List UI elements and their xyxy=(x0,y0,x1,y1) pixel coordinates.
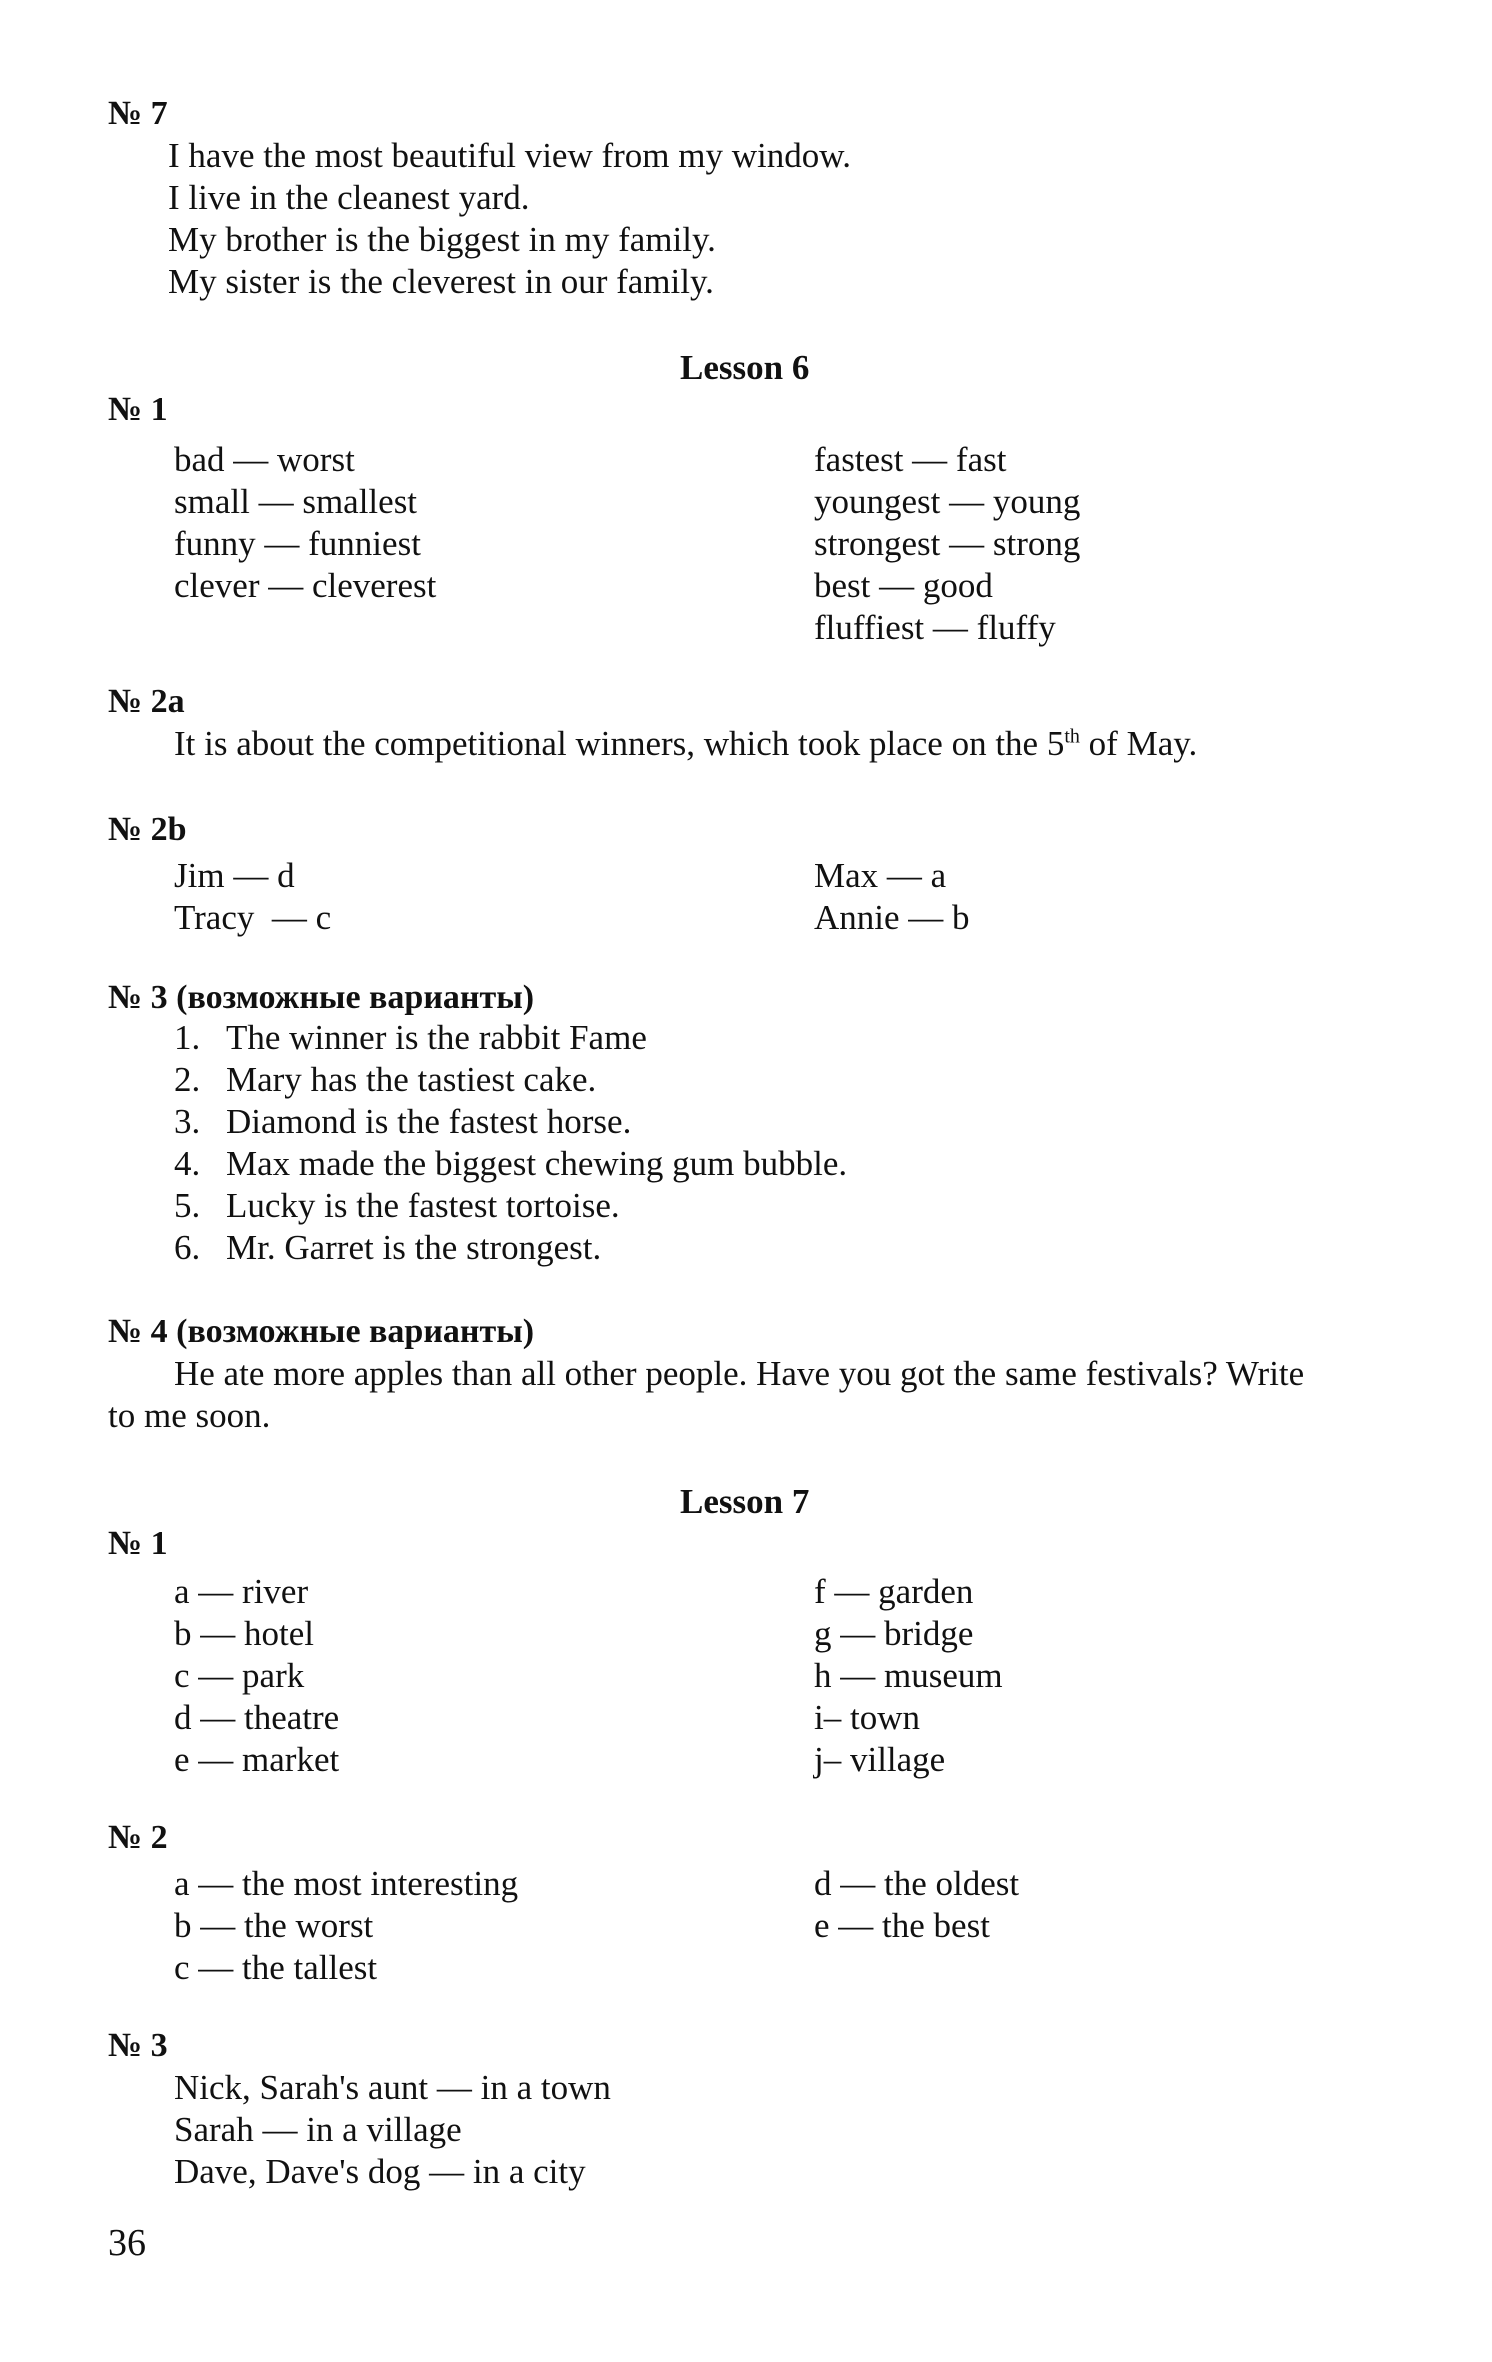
l7-ex1-left-item: e — market xyxy=(174,1740,340,1779)
l7-ex1-right-item: i– town xyxy=(814,1698,920,1737)
l7-ex3-line: Nick, Sarah's aunt — in a town xyxy=(174,2068,611,2107)
l7-ex1-left-item: a — river xyxy=(174,1572,309,1611)
l6-exercise-2a-heading: № 2a xyxy=(108,683,185,720)
l7-ex2-right-item: d — the oldest xyxy=(814,1864,1020,1903)
list-item-text: Mary has the tastiest cake. xyxy=(226,1060,597,1099)
list-item-text: The winner is the rabbit Fame xyxy=(226,1018,647,1057)
l6-exercise-2b-heading: № 2b xyxy=(108,811,187,848)
l6-ex1-right-item: best — good xyxy=(814,566,993,605)
lesson-7-title: Lesson 7 xyxy=(680,1482,810,1521)
l6-exercise-1-heading: № 1 xyxy=(108,391,168,428)
page-number: 36 xyxy=(108,2222,146,2264)
list-item-text: Diamond is the fastest horse. xyxy=(226,1102,632,1141)
l6-ex1-right-item: fluffiest — fluffy xyxy=(814,608,1056,647)
exercise-7-line: My brother is the biggest in my family. xyxy=(168,220,716,259)
l7-ex2-left-item: c — the tallest xyxy=(174,1948,378,1987)
list-item xyxy=(174,1016,647,1059)
l7-exercise-1-heading: № 1 xyxy=(108,1525,168,1562)
lesson-6-title: Lesson 6 xyxy=(680,348,810,387)
l6-ex2b-right-item: Annie — b xyxy=(814,898,970,937)
list-item-number: 6. xyxy=(174,1228,201,1267)
l7-ex2-left-item: a — the most interesting xyxy=(174,1864,519,1903)
l7-exercise-2-heading: № 2 xyxy=(108,1819,168,1856)
l7-ex1-left-item: c — park xyxy=(174,1656,305,1695)
list-item-number: 1. xyxy=(174,1018,201,1057)
l7-ex1-right-item: g — bridge xyxy=(814,1614,974,1653)
l6-ex2b-left-item: Jim — d xyxy=(174,856,295,895)
l7-exercise-3-heading: № 3 xyxy=(108,2027,168,2064)
list-item-text: Mr. Garret is the strongest. xyxy=(226,1228,602,1267)
list-item-number: 5. xyxy=(174,1186,201,1225)
exercise-7-line: I live in the cleanest yard. xyxy=(168,178,530,217)
l6-ex4-line: to me soon. xyxy=(108,1396,271,1435)
l6-exercise-3-heading: № 3 (возможные варианты) xyxy=(108,979,535,1016)
list-item xyxy=(174,1058,596,1101)
l6-ex2a-text-after: of May. xyxy=(1079,724,1198,763)
l7-ex1-left-item: b — hotel xyxy=(174,1614,314,1653)
l6-exercise-4-heading: № 4 (возможные варианты) xyxy=(108,1313,535,1350)
exercise-7-line: I have the most beautiful view from my window. xyxy=(168,136,851,175)
list-item-text: Lucky is the fastest tortoise. xyxy=(226,1186,620,1225)
l6-ex2b-left-item: Tracy — c xyxy=(174,898,332,937)
list-item-number: 3. xyxy=(174,1102,201,1141)
list-item-text: Max made the biggest chewing gum bubble. xyxy=(226,1144,848,1183)
list-item xyxy=(174,1226,601,1269)
l7-ex2-left-item: b — the worst xyxy=(174,1906,374,1945)
l7-ex1-left-item: d — theatre xyxy=(174,1698,340,1737)
l7-ex1-right-item: h — museum xyxy=(814,1656,1003,1695)
l6-ex1-left-item: clever — cleverest xyxy=(174,566,437,605)
l6-ex1-left-item: bad — worst xyxy=(174,440,355,479)
l6-ex1-right-item: strongest — strong xyxy=(814,524,1081,563)
l6-ex2a-text-before: It is about the competitional winners, which took place on the 5 xyxy=(174,724,1065,763)
l7-ex2-right-item: e — the best xyxy=(814,1906,990,1945)
l7-ex1-right-item: j– village xyxy=(814,1740,946,1779)
l6-ex1-left-item: small — smallest xyxy=(174,482,418,521)
l6-ex2b-right-item: Max — a xyxy=(814,856,947,895)
l6-ex4-line: He ate more apples than all other people. Have you got the same festivals? Write xyxy=(174,1354,1305,1393)
l6-ex2a-sup: th xyxy=(1064,725,1080,748)
list-item xyxy=(174,1142,847,1185)
l7-ex1-right-item: f — garden xyxy=(814,1572,974,1611)
l6-ex1-right-item: youngest — young xyxy=(814,482,1081,521)
list-item xyxy=(174,1100,631,1143)
exercise-7-heading: № 7 xyxy=(108,95,168,132)
l7-ex3-line: Sarah — in a village xyxy=(174,2110,462,2149)
exercise-7-line: My sister is the cleverest in our family. xyxy=(168,262,714,301)
l6-ex1-right-item: fastest — fast xyxy=(814,440,1007,479)
list-item-number: 2. xyxy=(174,1060,201,1099)
l6-ex1-left-item: funny — funniest xyxy=(174,524,421,563)
l7-ex3-line: Dave, Dave's dog — in a city xyxy=(174,2152,586,2191)
list-item-number: 4. xyxy=(174,1144,201,1183)
l6-ex2a-text xyxy=(174,722,1197,765)
list-item xyxy=(174,1184,620,1227)
